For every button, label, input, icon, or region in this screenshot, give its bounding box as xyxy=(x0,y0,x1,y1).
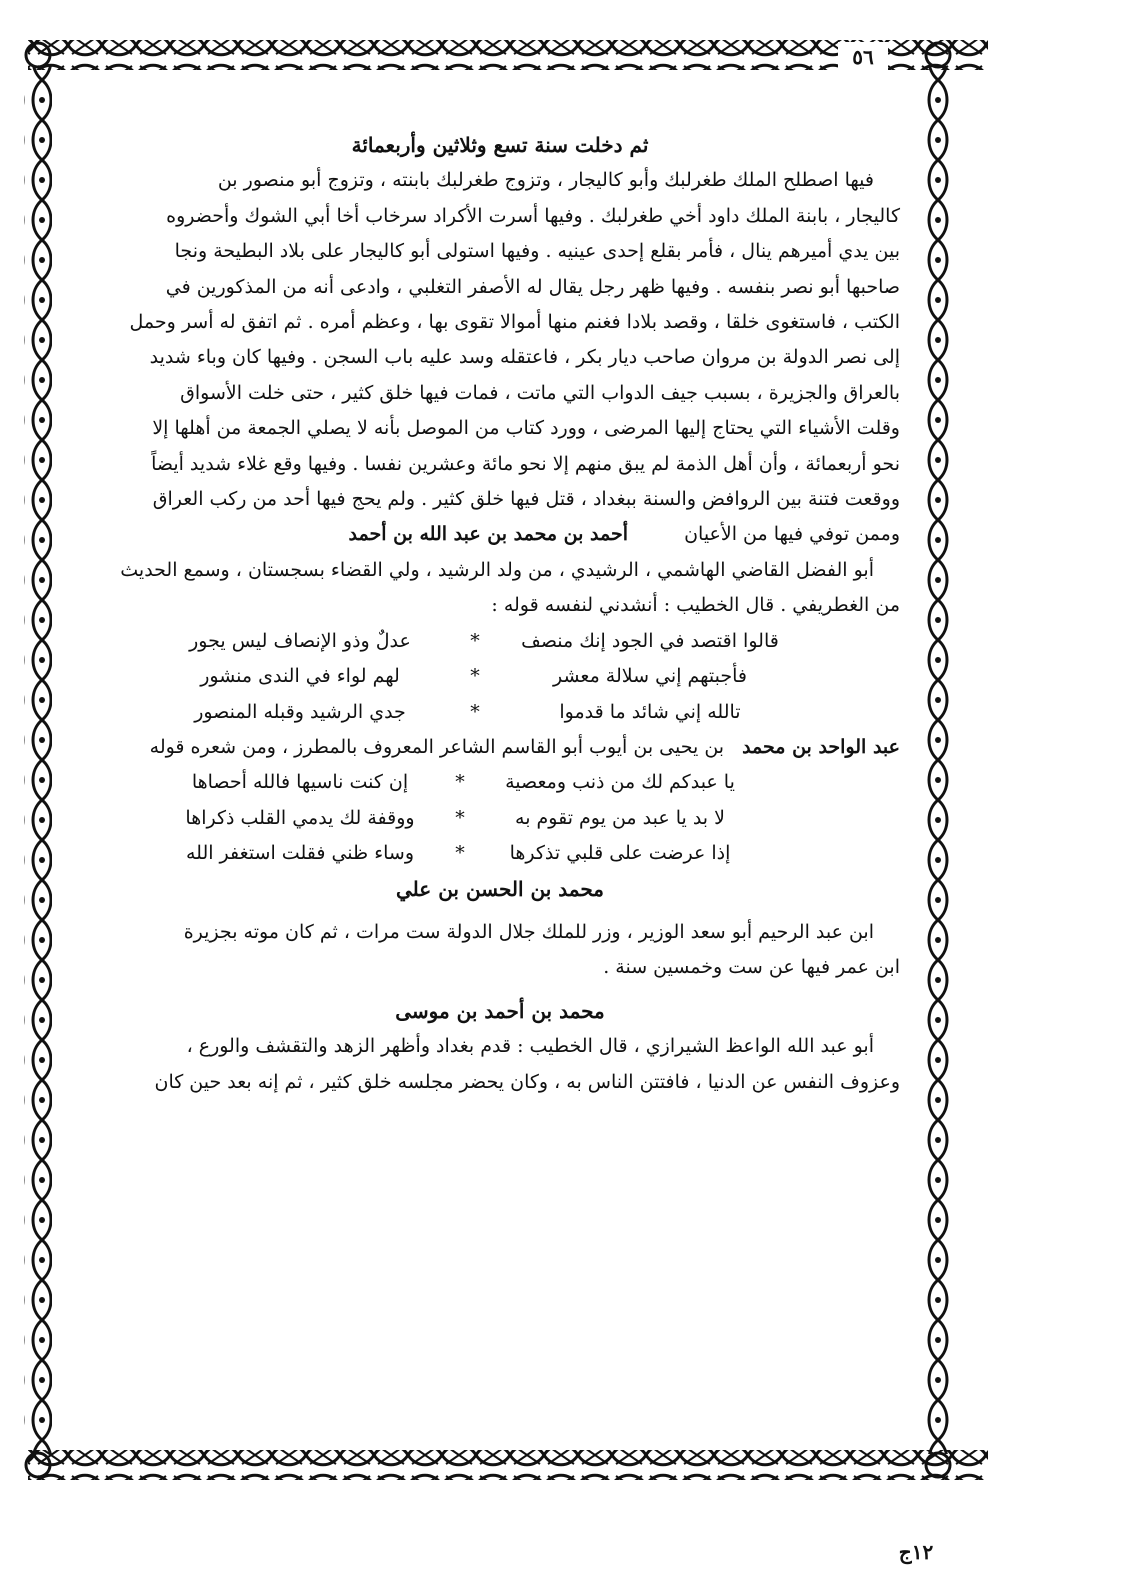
biography-name: أحمد بن محمد بن عبد الله بن أحمد xyxy=(348,523,629,546)
verse-first-hemistich: إذا عرضت على قلبي تذكرها xyxy=(509,842,731,865)
biography-line: ابن عمر فيها عن ست وخمسين سنة . xyxy=(603,956,900,979)
biography-heading: محمد بن الحسن بن علي xyxy=(396,876,604,901)
biography-heading: محمد بن أحمد بن موسى xyxy=(395,998,605,1023)
verse-separator: * xyxy=(470,629,480,652)
verse-line xyxy=(145,695,805,730)
verse-line xyxy=(145,624,805,659)
poem xyxy=(100,765,900,871)
paragraph-line: إلى نصر الدولة بن مروان صاحب ديار بكر ، فاعتقله وسد عليه باب السجن . وفيها كان وباء شديد xyxy=(149,346,900,369)
verse-line xyxy=(160,836,760,871)
paragraph-line: فيها اصطلح الملك طغرلبك وأبو كاليجار ، وتزوج طغرلبك بابنته ، وتزوج أبو منصور بن xyxy=(217,169,874,192)
biography-name: عبد الواحد بن محمد xyxy=(742,735,900,758)
paragraph-line: وقلت الأشياء التي يحتاج إليها المرضى ، وورد كتاب من الموصل بأنه لا يصلي الجمعة من أهلها إلا xyxy=(152,417,900,440)
biography-text: بن يحيى بن أيوب أبو القاسم الشاعر المعروف بالمطرز ، ومن شعره قوله xyxy=(149,735,725,758)
paragraph-line: ووقعت فتنة بين الروافض والسنة ببغداد ، قتل فيها خلق كثير . ولم يحج فيها أحد من ركب العراق xyxy=(152,488,900,511)
page-number: ٥٦ xyxy=(838,42,888,72)
verse-separator: * xyxy=(470,665,480,688)
verse-second-hemistich: لهم لواء في الندى منشور xyxy=(200,665,400,688)
verse-separator: * xyxy=(470,700,480,723)
verse-second-hemistich: عدلٌ وذو الإنصاف ليس يجور xyxy=(189,629,411,652)
page-body xyxy=(100,128,900,1100)
verse-separator: * xyxy=(455,806,465,829)
verse-line xyxy=(145,659,805,694)
notables-intro: وممن توفي فيها من الأعيان xyxy=(684,523,900,546)
verse-first-hemistich: فأجبتهم إني سلالة معشر xyxy=(552,665,748,688)
verse-first-hemistich: يا عبدكم لك من ذنب ومعصية xyxy=(505,771,735,794)
notables-line xyxy=(100,517,900,552)
biography-line: من الغطريفي . قال الخطيب : أنشدني لنفسه قوله : xyxy=(491,594,900,617)
paragraph-line: بالعراق والجزيرة ، بسبب جيف الدواب التي ماتت ، فمات فيها خلق كثير ، حتى خلت الأسواق xyxy=(180,381,900,404)
paragraph-line: نحو أربعمائة ، وأن أهل الذمة لم يبق منهم إلا نحو مائة وعشرين نفسا . وفيها وقع غلاء شديد أيضاً xyxy=(151,452,900,475)
verse-second-hemistich: إن كنت ناسيها فالله أحصاها xyxy=(191,771,409,794)
verse-second-hemistich: ووقفة لك يدمي القلب ذكراها xyxy=(185,806,415,829)
verse-separator: * xyxy=(455,771,465,794)
verse-first-hemistich: قالوا اقتصد في الجود إنك منصف xyxy=(521,629,779,652)
biography-line: أبو عبد الله الواعظ الشيرازي ، قال الخطيب : قدم بغداد وأظهر الزهد والتقشف والورع ، xyxy=(186,1035,874,1058)
verse-separator: * xyxy=(455,842,465,865)
paragraph-line: الكتب ، فاستغوى خلقا ، وقصد بلادا فغنم منها أموالا تقوى بها ، وعظم أمره . ثم اتفق له أسر وحمل xyxy=(129,311,900,334)
paragraph-line: صاحبها أبو نصر بنفسه . وفيها ظهر رجل يقال له الأصفر التغلبي ، وادعى أنه من المذكورين في xyxy=(165,275,900,298)
verse-first-hemistich: لا بد يا عبد من يوم تقوم به xyxy=(515,806,725,829)
paragraph-line: بين يدي أميرهم ينال ، فأمر بقلع إحدى عينيه . وفيها استولى أبو كاليجار على بلاد البطيحة ونجا xyxy=(174,240,900,263)
biography-line: وعزوف النفس عن الدنيا ، فافتتن الناس به ، وكان يحضر مجلسه خلق كثير ، ثم إنه بعد حين كان xyxy=(154,1070,900,1093)
biography-line: ابن عبد الرحيم أبو سعد الوزير ، وزر للملك جلال الدولة ست مرات ، ثم كان موته بجزيرة xyxy=(183,920,874,943)
biography-line xyxy=(100,730,900,765)
verse-second-hemistich: جدي الرشيد وقبله المنصور xyxy=(194,700,406,723)
year-heading: ثم دخلت سنة تسع وثلاثين وأربعمائة xyxy=(351,133,649,157)
verse-first-hemistich: تالله إني شائد ما قدموا xyxy=(559,700,741,723)
paragraph-line: كاليجار ، بابنة الملك داود أخي طغرلبك . وفيها أسرت الأكراد سرخاب أخا أبي الشوك وأحضروه xyxy=(166,204,900,227)
biography-line: أبو الفضل القاضي الهاشمي ، الرشيدي ، من ولد الرشيد ، ولي القضاء بسجستان ، وسمع الحديث xyxy=(120,558,874,581)
verse-line xyxy=(160,765,760,800)
verse-line xyxy=(160,801,760,836)
signature-mark: ١٢ج xyxy=(898,1540,934,1564)
poem xyxy=(100,624,900,730)
verse-second-hemistich: وساء ظني فقلت استغفر الله xyxy=(185,842,415,865)
